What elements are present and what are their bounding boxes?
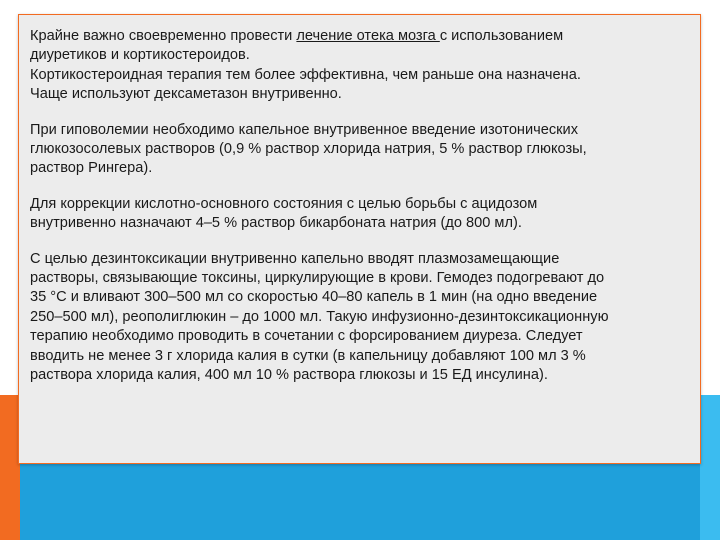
text-line: Для коррекции кислотно-основного состояния с целью борьбы с ацидозом [30, 195, 538, 212]
slide-text-card [18, 14, 701, 464]
text-line: диуретиков и кортикостероидов. [30, 47, 250, 64]
paragraph-acidosis [30, 195, 688, 234]
text-line: Чаще используют дексаметазон внутривенно. [30, 86, 342, 103]
text-line: Крайне важно своевременно провести лечение отека мозга с использованием [30, 28, 564, 44]
paragraph-cerebral-edema [30, 27, 688, 105]
paragraph-detoxification [30, 250, 688, 386]
text-line: 250–500 мл), реополиглюкин – до 1000 мл. Такую инфузионно-дезинтоксикационную [30, 308, 609, 325]
text-line: 35 °С и вливают 300–500 мл со скоростью 40–80 капель в 1 мин (на одно введение [30, 289, 598, 306]
decor-band-orange [0, 395, 20, 540]
text-line: внутривенно назначают 4–5 % раствор бикарбоната натрия (до 800 мл). [30, 215, 522, 232]
edema-treatment-link[interactable]: лечение отека мозга [296, 28, 440, 44]
text-line: раствор Рингера). [30, 160, 153, 177]
decor-band-light-blue [700, 395, 720, 540]
text-line: растворы, связывающие токсины, циркулирующие в крови. Гемодез подогревают до [30, 270, 605, 287]
text-line: вводить не менее 3 г хлорида калия в сутки (в капельницу добавляют 100 мл 3 % [30, 347, 586, 364]
text-line: глюкозосолевых растворов (0,9 % раствор хлорида натрия, 5 % раствор глюкозы, [30, 141, 587, 158]
text-line: раствора хлорида калия, 400 мл 10 % раствора глюкозы и 15 ЕД инсулина). [30, 367, 548, 384]
text-line: Кортикостероидная терапия тем более эффективна, чем раньше она назначена. [30, 66, 581, 83]
text-line: терапию необходимо проводить в сочетании с форсированием диуреза. Следует [30, 328, 583, 345]
text-line: С целью дезинтоксикации внутривенно капельно вводят плазмозамещающие [30, 250, 560, 267]
text-line: При гиповолемии необходимо капельное внутривенное введение изотонических [30, 121, 578, 138]
paragraph-hypovolemia [30, 121, 688, 179]
